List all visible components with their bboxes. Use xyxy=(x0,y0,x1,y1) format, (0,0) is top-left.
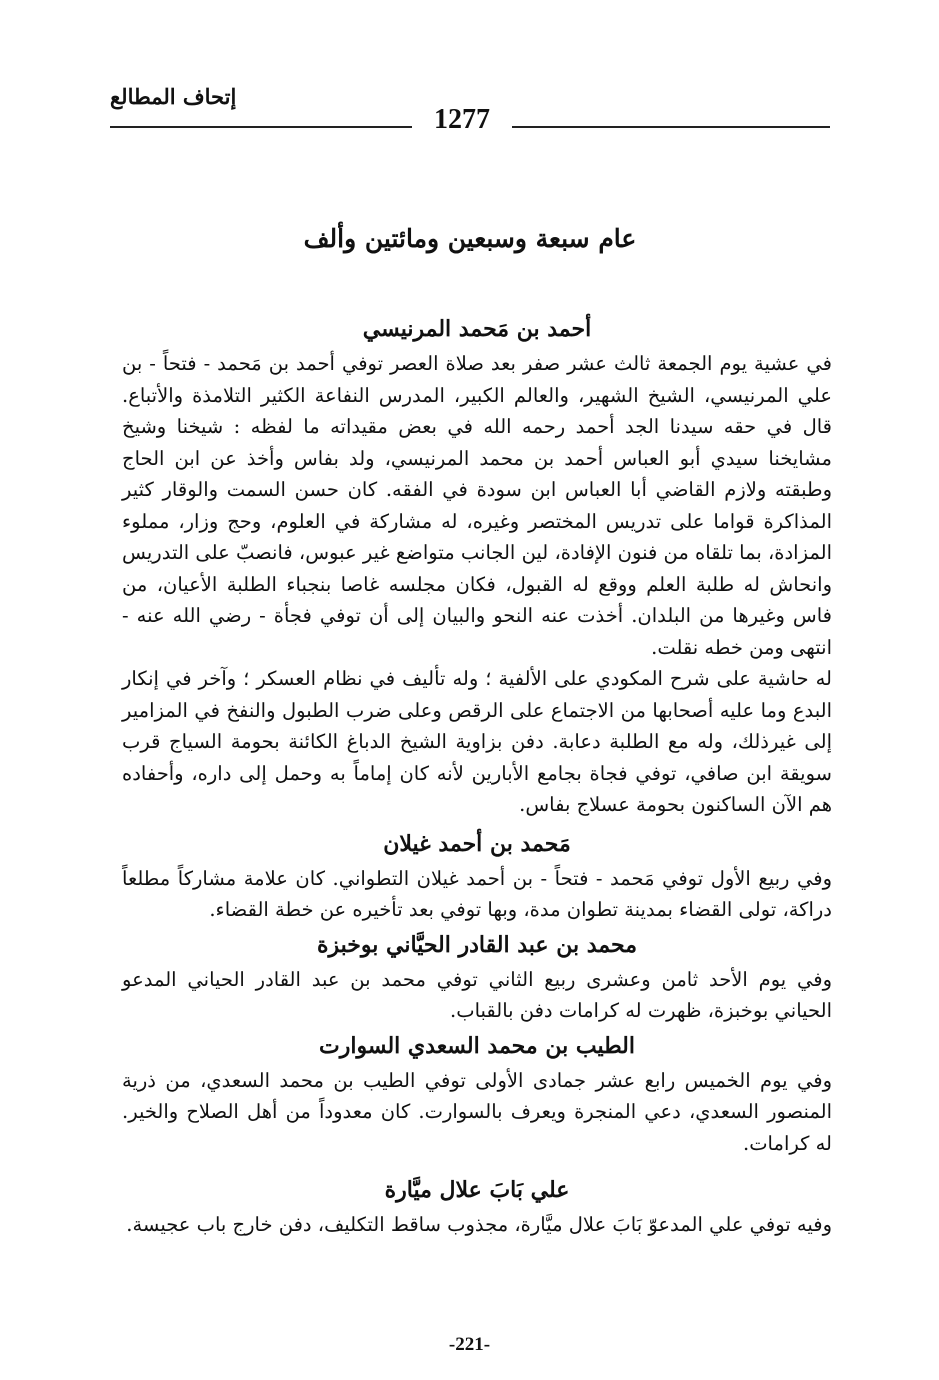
section-muhammad-ghaylan xyxy=(122,825,832,926)
section-heading: علي بَابَ علال ميَّارة xyxy=(384,1177,570,1203)
section-ahmad-al-marnisi xyxy=(122,310,832,821)
paragraph: وفي يوم الخميس رابع عشر جمادى الأولى توفي الطيب بن محمد السعدي، من ذرية المنصور السعدي، دعي المنجرة ويعرف بالسوارت. كان معدوداً من أهل الصلاح والخير. له كرامات. xyxy=(122,1068,832,1155)
footer-page-marker: -221- xyxy=(448,1334,491,1355)
section-heading: الطيب بن محمد السعدي السوارت xyxy=(319,1032,635,1059)
header-rule-right xyxy=(512,126,830,128)
paragraph: له حاشية على شرح المكودي على الألفية ؛ وله تأليف في نظام العسكر ؛ وآخر في إنكار البدع وما عليه أصحابها من الاجتماع على الرقص وعلى ضرب الطبول والنفخ في المزامير إلى غيرذلك، وله مع الطلبة دعابة. دفن بزاوية الشيخ الدباغ الكائنة بحومة السياج قرب سويقة ابن صافي، توفي فجاة بجامع الأبارين لأنه كان إماماً به وحمل إلى داره، وأحفاده هم الآن الساكنون بحومة عسلاج بفاس. xyxy=(122,667,832,816)
section-heading: أحمد بن مَحمد المرنيسي xyxy=(362,316,592,342)
page-number: 1277 xyxy=(434,104,490,135)
section-muhammad-al-hayyani xyxy=(122,926,832,1027)
header-rule-left xyxy=(110,126,412,128)
section-al-tayyib-al-saadi xyxy=(122,1027,832,1160)
paragraph: وفيه توفي علي المدعوّ بَابَ علال ميَّارة، مجذوب ساقط التكليف، دفن خارج باب عجيسة. xyxy=(126,1213,832,1236)
section-ali-bab-allal-mayyara xyxy=(122,1171,832,1241)
main-content xyxy=(122,310,832,1241)
section-heading: محمد بن عبد القادر الحيَّاني بوخبزة xyxy=(316,931,637,958)
section-heading: مَحمد بن أحمد غيلان xyxy=(383,830,571,857)
paragraph: وفي يوم الأحد ثامن وعشرى ربيع الثاني توفي محمد بن عبد القادر الحياني المدعو الحياني بوخبزة، ظهرت له كرامات دفن بالقباب. xyxy=(122,967,832,1022)
year-title: عام سبعة وسبعين ومائتين وألف xyxy=(303,224,637,253)
book-title: إتحاف المطالع xyxy=(110,84,237,109)
paragraph: في عشية يوم الجمعة ثالث عشر صفر بعد صلاة العصر توفي أحمد بن مَحمد - فتحاً - بن علي المرنيسي، الشيخ الشهير، والعالم الكبير، المدرس النفاعة الكثير التلامذة والأتباع. قال في حقه سيدنا الجد أحمد رحمه الله في بعض مقيداته ما لفظه : شيخنا وشيخ مشايخنا سيدي أبو العباس أحمد بن محمد المرنيسي، ولد بفاس وأخذ عن ابن الحاج وطبقته ولازم القاضي أبا العباس ابن سودة في الفقه. كان حسن السمت والوقار كثير المذاكرة قواما على تدريس المختصر وغيره، له مشاركة في العلوم، وحج وزار، مملوء المزادة، بما تلقاه من فنون الإفادة، لين الجانب متواضع غير عبوس، فانصبّ على التدريس وانحاش له طلبة العلم ووقع له القبول، فكان مجلسه غاصا بنجباء الطلبة الأعيان، من فاس وغيرها من البلدان. أخذت عنه النحو والبيان إلى أن توفي فجأة - رضي الله عنه - انتهى ومن خطه نقلت. xyxy=(122,352,832,659)
paragraph: وفي ربيع الأول توفي مَحمد - فتحاً - بن أحمد غيلان التطواني. كان علامة مشاركاً مطلعاً دراكة، تولى القضاء بمدينة تطوان مدة، وبها توفي بعد تأخيره عن خطة القضاء. xyxy=(122,866,832,921)
